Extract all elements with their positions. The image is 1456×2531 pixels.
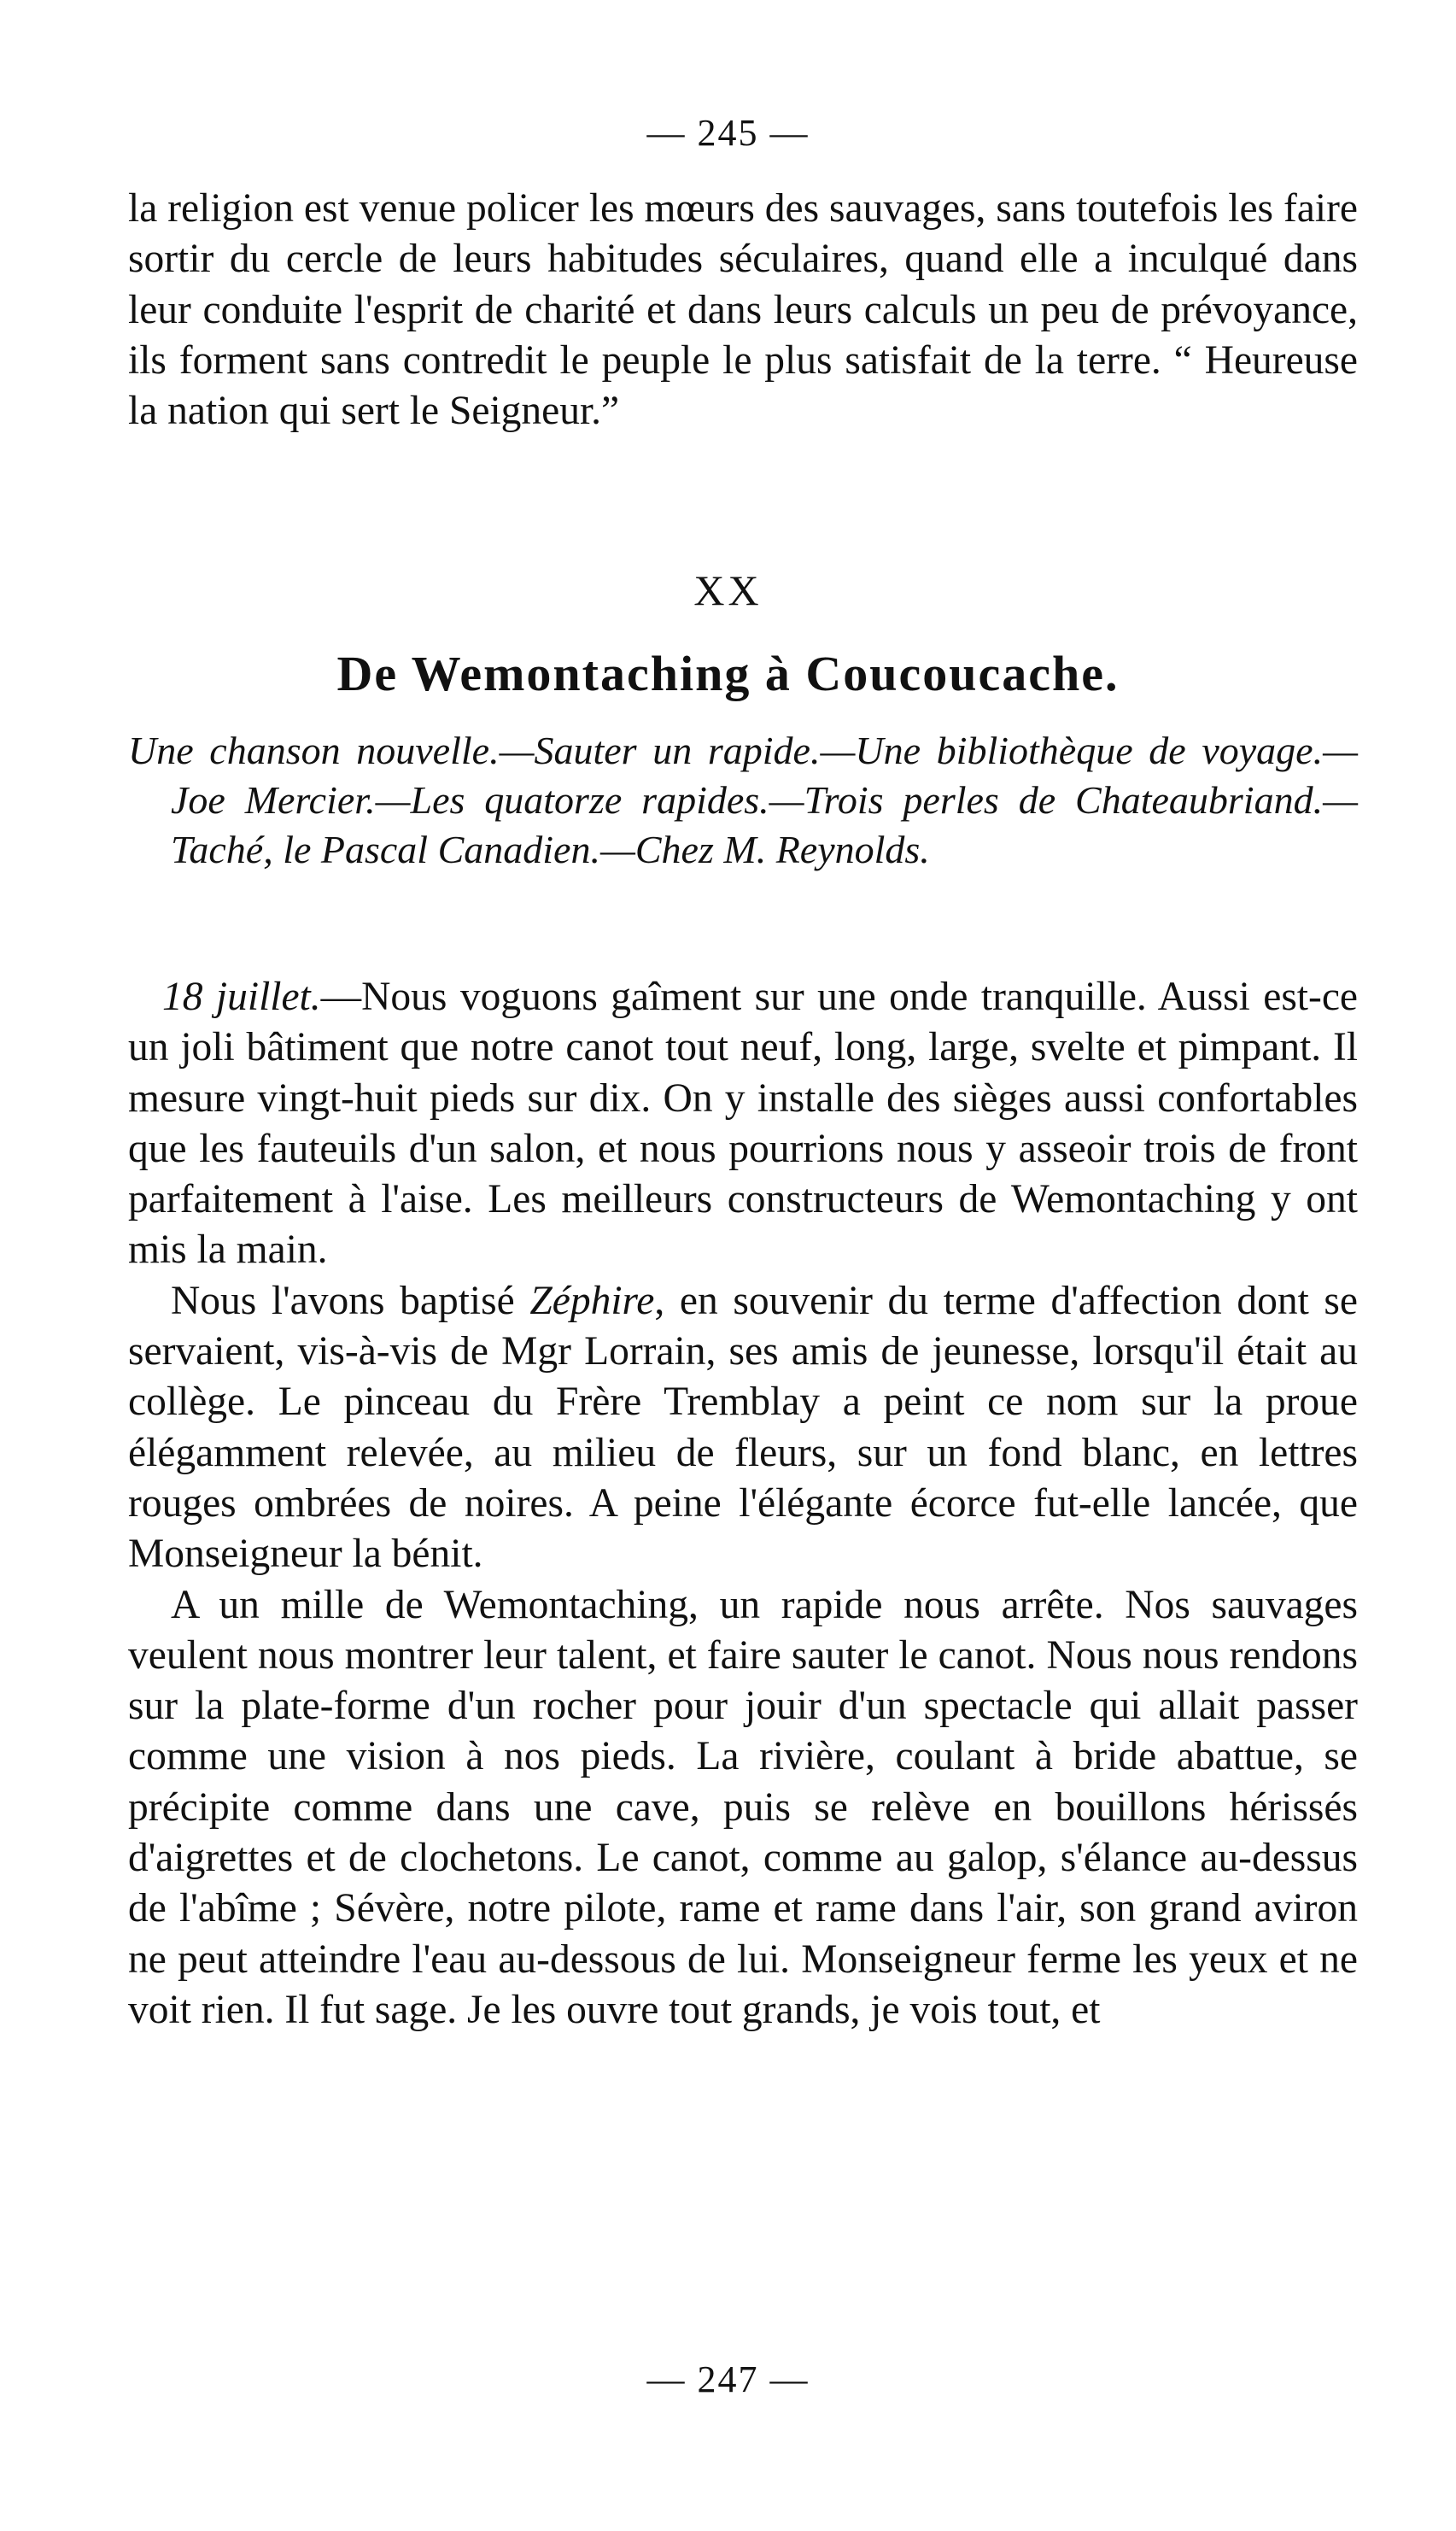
paragraph-2-start: Nous l'avons baptisé: [171, 1278, 530, 1323]
chapter-summary: Une chanson nouvelle.—Sauter un rapide.—Une bibliothèque de voyage.—Joe Mercier.—Les quatorze rapides.—Trois perles de Chateaubriand.—Taché, le Pascal Canadien.—Chez M. Reynolds.: [128, 729, 1358, 871]
canoe-name: Zéphire: [529, 1278, 655, 1323]
section-number: XX: [693, 566, 763, 614]
paragraph-2-rest: , en souvenir du terme d'affection dont se servaient, vis-à-vis de Mgr Lorrain, ses amis de jeunesse, lorsqu'il était au collège. Le pinceau du Frère Tremblay a peint ce nom sur la proue élégamment relevée, au milieu de fleurs, sur un fond blanc, en lettres rouges ombrées de noires. A peine l'élégante écorce fut-elle lancée, que Monseigneur la bénit.: [128, 1278, 1358, 1577]
date-label: 18 juillet.: [162, 975, 321, 1019]
page-number-footer: — 247 —: [646, 2358, 810, 2400]
paragraph-3: A un mille de Wemontaching, un rapide nous arrête. Nos sauvages veulent nous montrer leur talent, et faire sauter le canot. Nous nous rendons sur la plate-forme d'un rocher pour jouir d'un spectacle qui allait passer comme une vision à nos pieds. La rivière, coulant à bride abattue, se précipite comme dans une cave, puis se relève en bouillons hérissés d'aigrettes et de clochetons. Le canot, comme au galop, s'élance au-dessus de l'abîme ; Sévère, notre pilote, rame et rame dans l'air, son grand aviron ne peut atteindre l'eau au-dessous de lui. Monseigneur ferme les yeux et ne voit rien. Il fut sage. Je les ouvre tout grands, je vois tout, et: [128, 1582, 1358, 2032]
paragraph-1-text: —Nous voguons gaîment sur une onde tranquille. Aussi est-ce un joli bâtiment que notre canot tout neuf, long, large, svelte et pimpant. Il mesure vingt-huit pieds sur dix. On y installe des sièges aussi confortables que les fauteuils d'un salon, et nous pourrions nous y asseoir trois de front parfaitement à l'aise. Les meilleurs constructeurs de Wemontaching y ont mis la main.: [128, 975, 1358, 1273]
page-number-header: — 245 —: [646, 112, 810, 154]
intro-paragraph: [128, 184, 1358, 436]
chapter-body: [128, 972, 1358, 2036]
chapter-title: De Wemontaching à Coucoucache.: [336, 646, 1120, 701]
intro-text: la religion est venue policer les mœurs des sauvages, sans toutefois les faire sortir du cercle de leurs habitudes séculaires, quand elle a inculqué dans leur conduite l'esprit de charité et dans leurs calculs un peu de prévoyance, ils forment sans contredit le peuple le plus satisfait de la terre. “ Heureuse la nation qui sert le Seigneur.”: [128, 186, 1358, 434]
paragraph-2: [128, 1276, 1358, 1580]
paragraph-1: [128, 972, 1358, 1276]
